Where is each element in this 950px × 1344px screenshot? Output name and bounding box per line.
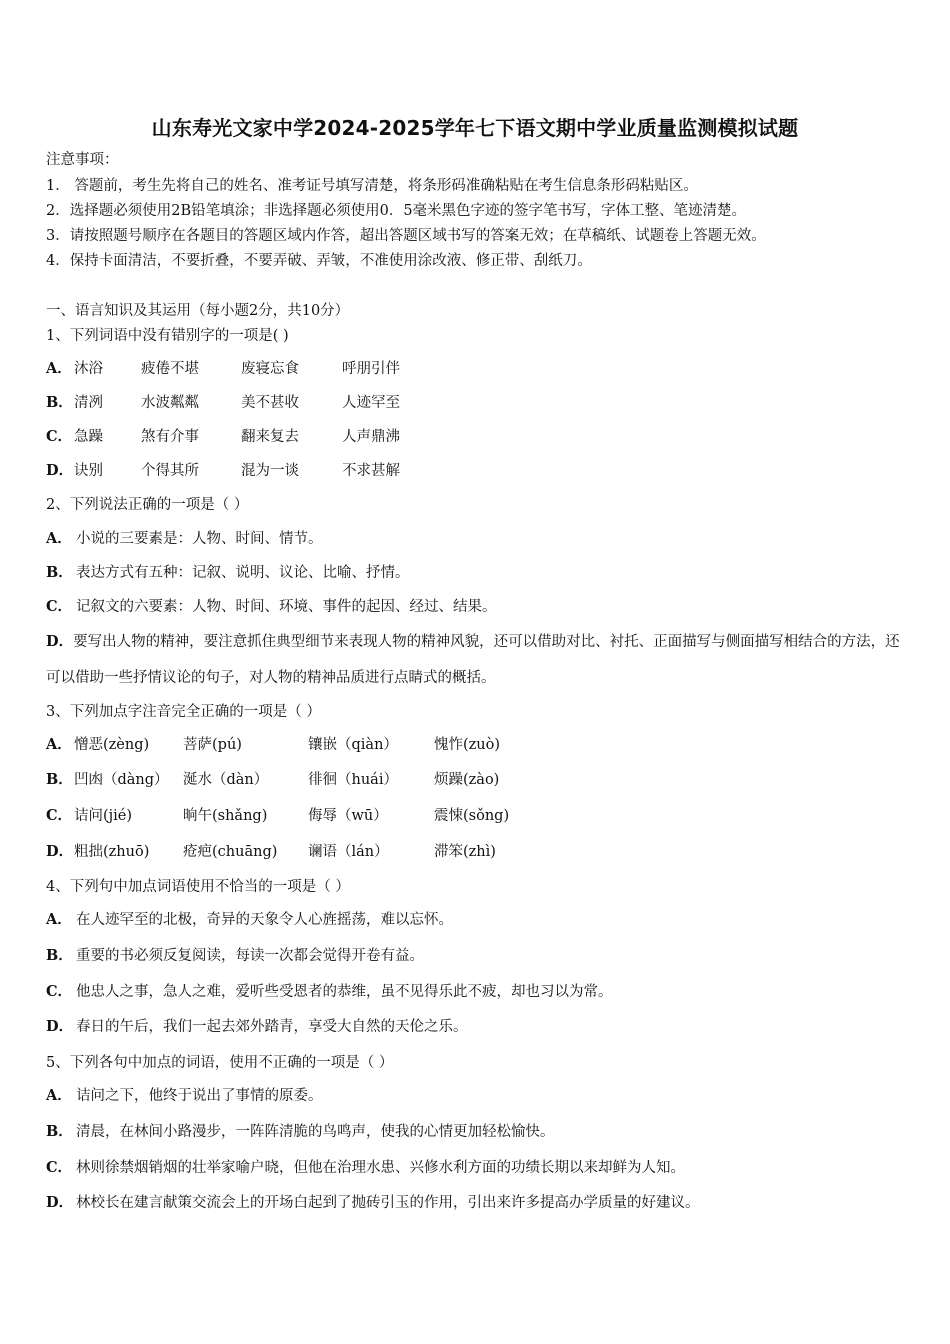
option-text: 表达方式有五种：记叙、说明、议论、比喻、抒情。 — [76, 565, 410, 581]
option-text: 林校长在建言献策交流会上的开场白起到了抛砖引玉的作用，引出来许多提高办学质量的好建议。 — [76, 1195, 700, 1211]
option-word: 晌午(shǎng) — [183, 808, 268, 824]
question-option — [46, 426, 400, 448]
question-stem: 1、下列词语中没有错别字的一项是( ) — [46, 328, 289, 344]
option-word: 凹凼（dàng） — [74, 772, 169, 788]
option-word: 沐浴 — [74, 361, 103, 377]
option-label: A． — [46, 530, 72, 547]
question-option — [46, 1121, 555, 1143]
option-label: D． — [46, 1018, 74, 1035]
option-word: 粗拙(zhuō) — [74, 844, 150, 860]
option-word: 急躁 — [74, 429, 103, 445]
option-label: D． — [46, 633, 74, 650]
option-word: 诘问(jié) — [74, 808, 133, 824]
option-label: A． — [46, 360, 72, 377]
option-word: 侮辱（wū） — [308, 808, 388, 824]
option-text: 要写出人物的精神，要注意抓住典型细节来表现人物的精神风貌，还可以借助对比、衬托、正面描写与侧面描写相结合的方法，还可以借助一些抒情议论的句子，对人物的精神品质进行点睛式的概括。 — [46, 634, 900, 686]
option-label: B． — [46, 771, 73, 788]
question-option — [46, 1016, 468, 1038]
option-word: 徘徊（huái） — [308, 772, 398, 788]
option-label: C． — [46, 598, 73, 615]
question-option — [46, 805, 510, 827]
option-word: 人迹罕至 — [342, 395, 400, 411]
option-word: 诀别 — [74, 463, 103, 479]
option-label: C． — [46, 1159, 73, 1176]
option-word: 滞笨(zhì) — [434, 844, 496, 860]
option-label: B． — [46, 1123, 73, 1140]
option-text: 重要的书必须反复阅读，每读一次都会觉得开卷有益。 — [76, 948, 424, 964]
option-word: 菩萨(pú) — [183, 737, 242, 753]
question-stem: 5、下列各句中加点的词语，使用不正确的一项是（ ） — [46, 1055, 394, 1071]
section-heading: 一、语言知识及其运用（每小题2分，共10分） — [46, 303, 350, 319]
option-word: 煞有介事 — [141, 429, 199, 445]
question-option — [46, 528, 323, 550]
option-text: 他忠人之事，急人之难，爱听些受恩者的恭维，虽不见得乐此不疲，却也习以为常。 — [76, 984, 613, 1000]
question-option — [46, 1157, 685, 1179]
option-word: 美不甚收 — [241, 395, 299, 411]
question-option — [46, 392, 400, 414]
option-word: 憎恶(zèng) — [74, 737, 150, 753]
option-word: 混为一谈 — [241, 463, 299, 479]
question-option — [46, 358, 400, 380]
question-stem: 3、下列加点字注音完全正确的一项是（ ） — [46, 704, 321, 720]
option-word: 疲倦不堪 — [141, 361, 199, 377]
option-word: 个得其所 — [141, 463, 199, 479]
option-text: 小说的三要素是：人物、时间、情节。 — [76, 531, 323, 547]
option-label: D． — [46, 1194, 74, 1211]
question-option — [46, 596, 497, 618]
question-option — [46, 909, 453, 931]
option-word: 愧怍(zuò) — [434, 737, 501, 753]
question-option — [46, 945, 424, 967]
option-text: 记叙文的六要素：人物、时间、环境、事件的起因、经过、结果。 — [76, 599, 497, 615]
option-word: 疮疤(chuāng) — [183, 844, 278, 860]
option-word: 涎水（dàn） — [183, 772, 269, 788]
page-title: 山东寿光文家中学2024-2025学年七下语文期中学业质量监测模拟试题 — [151, 116, 799, 140]
question-option — [46, 1085, 323, 1107]
option-word: 水波粼粼 — [141, 395, 199, 411]
option-word: 镶嵌（qiàn） — [308, 737, 398, 753]
option-label: B． — [46, 394, 73, 411]
option-label: C． — [46, 807, 73, 824]
question-option — [46, 562, 410, 584]
question-option — [46, 841, 496, 863]
option-word: 震悚(sǒng) — [434, 808, 510, 824]
option-label: A． — [46, 1087, 72, 1104]
question-stem: 4、下列句中加点词语使用不恰当的一项是（ ） — [46, 879, 350, 895]
question-option — [46, 624, 908, 696]
option-word: 清冽 — [74, 395, 103, 411]
question-option — [46, 1192, 700, 1214]
option-text: 春日的午后，我们一起去郊外踏青，享受大自然的天伦之乐。 — [76, 1019, 468, 1035]
option-label: A． — [46, 736, 72, 753]
notice-heading: 注意事项： — [46, 152, 119, 168]
option-word: 人声鼎沸 — [342, 429, 400, 445]
option-word: 烦躁(zào) — [434, 772, 500, 788]
question-option — [46, 460, 400, 482]
option-label: A． — [46, 911, 72, 928]
question-option — [46, 734, 501, 756]
notice-item: 3．请按照题号顺序在各题目的答题区域内作答，超出答题区域书写的答案无效；在草稿纸、试题卷上答题无效。 — [46, 228, 766, 244]
option-label: D． — [46, 843, 74, 860]
notice-item: 4．保持卡面清洁，不要折叠，不要弄破、弄皱，不准使用涂改液、修正带、刮纸刀。 — [46, 253, 592, 269]
option-word: 不求甚解 — [342, 463, 400, 479]
option-word: 废寝忘食 — [241, 361, 299, 377]
option-text: 林则徐禁烟销烟的壮举家喻户晓，但他在治理水患、兴修水利方面的功绩长期以来却鲜为人知。 — [76, 1160, 685, 1176]
option-text: 诘问之下，他终于说出了事情的原委。 — [76, 1088, 323, 1104]
notice-item: 1． 答题前，考生先将自己的姓名、准考证号填写清楚，将条形码准确粘贴在考生信息条形码粘贴区。 — [46, 178, 698, 194]
question-stem: 2、下列说法正确的一项是（ ） — [46, 497, 249, 513]
option-text: 清晨，在林间小路漫步，一阵阵清脆的鸟鸣声，使我的心情更加轻松愉快。 — [76, 1124, 555, 1140]
question-option — [46, 769, 500, 791]
option-label: C． — [46, 983, 73, 1000]
option-word: 谰语（lán） — [308, 844, 389, 860]
option-label: D． — [46, 462, 74, 479]
option-word: 翻来复去 — [241, 429, 299, 445]
notice-item: 2．选择题必须使用2B铅笔填涂；非选择题必须使用0．5毫米黑色字迹的签字笔书写，字体工整、笔迹清楚。 — [46, 203, 747, 219]
option-label: C． — [46, 428, 73, 445]
question-option — [46, 981, 613, 1003]
option-text: 在人迹罕至的北极，奇异的天象令人心旌摇荡，难以忘怀。 — [76, 912, 453, 928]
option-label: B． — [46, 564, 73, 581]
option-label: B． — [46, 947, 73, 964]
option-word: 呼朋引伴 — [342, 361, 400, 377]
